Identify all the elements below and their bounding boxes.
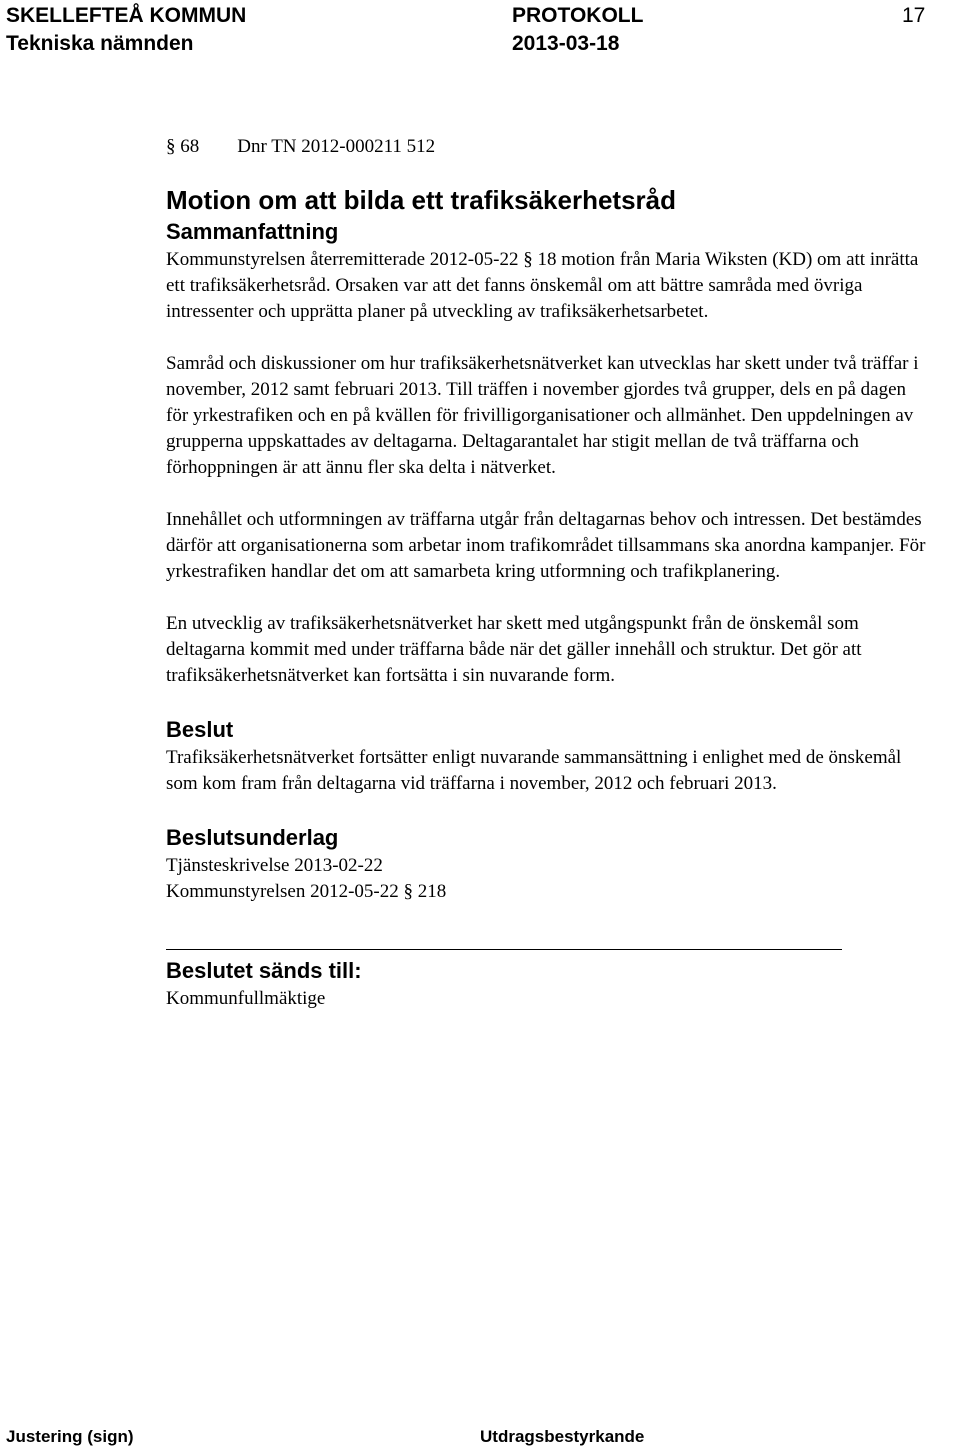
divider-line xyxy=(166,949,842,950)
decision-heading: Beslut xyxy=(166,717,234,742)
utdrag-label: Utdragsbestyrkande xyxy=(480,1427,645,1446)
section-number: § 68 xyxy=(166,136,200,157)
dnr-number: Dnr TN 2012-000211 512 xyxy=(237,136,436,157)
section-reference xyxy=(166,132,926,162)
sent-to-heading: Beslutet sänds till: xyxy=(166,958,362,983)
basis-item-1: Tjänsteskrivelse 2013-02-22 xyxy=(166,855,383,876)
doc-date: 2013-03-18 xyxy=(512,32,620,55)
summary-paragraph-3: Innehållet och utformningen av träffarna utgår från deltagarnas behov och intressen. Det bestämdes därför att organisationerna som arbetar inom trafikområdet tillsammans ska anordna kampanjer. För yrkestrafiken handlar det om att samarbeta kring utformning och trafikplanering. xyxy=(166,509,926,582)
page-header xyxy=(0,0,960,60)
justering-label: Justering (sign) xyxy=(6,1427,134,1446)
org-name: SKELLEFTEÅ KOMMUN xyxy=(6,4,247,27)
summary-paragraph-4: En utvecklig av trafiksäkerhetsnätverket har skett med utgångspunkt från de önskemål som deltagarna kommit med under träffarna både när det gäller innehåll och struktur. Det gör att trafiksäkerhetsnätverket kan fortsätta i sin nuvarande form. xyxy=(166,613,862,686)
item-title: Motion om att bilda ett trafiksäkerhetsråd xyxy=(166,185,676,215)
basis-heading: Beslutsunderlag xyxy=(166,825,339,850)
summary-paragraph-1: Kommunstyrelsen återremitterade 2012-05-22 § 18 motion från Maria Wiksten (KD) om att inrätta ett trafiksäkerhetsråd. Orsaken var att det fanns önskemål om att bättre samråda med övriga intressenter och upprätta planer på utveckling av trafiksäkerhetsarbetet. xyxy=(166,249,919,322)
basis-item-2: Kommunstyrelsen 2012-05-22 § 218 xyxy=(166,881,447,902)
document-body xyxy=(166,132,926,1012)
sent-to-recipient: Kommunfullmäktige xyxy=(166,988,326,1009)
decision-text: Trafiksäkerhetsnätverket fortsätter enligt nuvarande sammansättning i enlighet med de önskemål som kom fram från deltagarna vid träffarna i november, 2012 och februari 2013. xyxy=(166,747,902,794)
doc-type: PROTOKOLL xyxy=(512,4,644,27)
page-footer xyxy=(0,1423,960,1451)
committee-name: Tekniska nämnden xyxy=(6,32,194,55)
page-number: 17 xyxy=(902,4,926,27)
summary-paragraph-2: Samråd och diskussioner om hur trafiksäkerhetsnätverket kan utvecklas har skett under två träffar i november, 2012 samt februari 2013. Till träffen i november gjordes två grupper, dels en på dagen för yrkestrafiken och en på kvällen för frivilligorganisationer och allmänhet. Den uppdelningen av grupperna uppskattades av deltagarna. Deltagarantalet har stigit mellan de två träffarna och förhoppningen är att ännu fler ska delta i nätverket. xyxy=(166,353,919,478)
summary-heading: Sammanfattning xyxy=(166,219,339,244)
